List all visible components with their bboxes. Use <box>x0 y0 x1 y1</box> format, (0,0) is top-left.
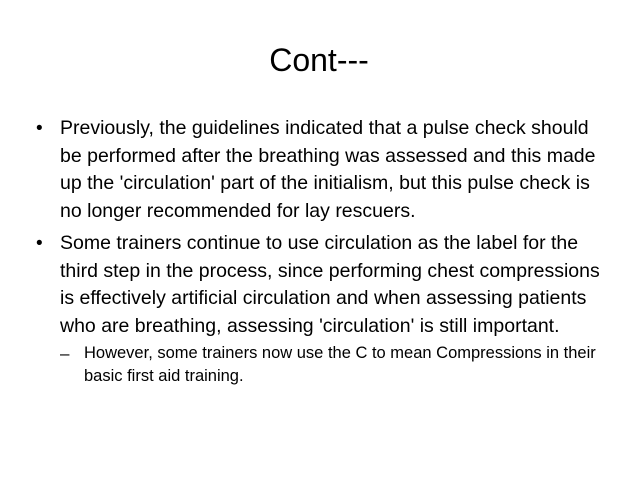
bullet-marker: • <box>36 233 43 254</box>
slide-title: Cont--- <box>269 42 369 78</box>
bullet-marker: • <box>36 118 43 139</box>
sub-bullet-marker: – <box>60 344 70 363</box>
bullet-text: Some trainers continue to use circulation as the label for the third step in the process, since performing chest compressions is effectively artificial circulation and when assessing patients who are breathing, assessing 'circulation' is still important. <box>60 232 600 337</box>
slide-content <box>36 115 606 388</box>
sub-bullet-text: However, some trainers now use the C to mean Compressions in their basic first aid training. <box>84 344 596 385</box>
bullet-item <box>36 115 606 225</box>
bullet-item <box>36 230 606 340</box>
bullet-text: Previously, the guidelines indicated that a pulse check should be performed after the breathing was assessed and this made up the 'circulation' part of the initialism, but this pulse check is no longer recommended for lay rescuers. <box>60 117 596 222</box>
sub-bullet-item <box>60 342 606 388</box>
